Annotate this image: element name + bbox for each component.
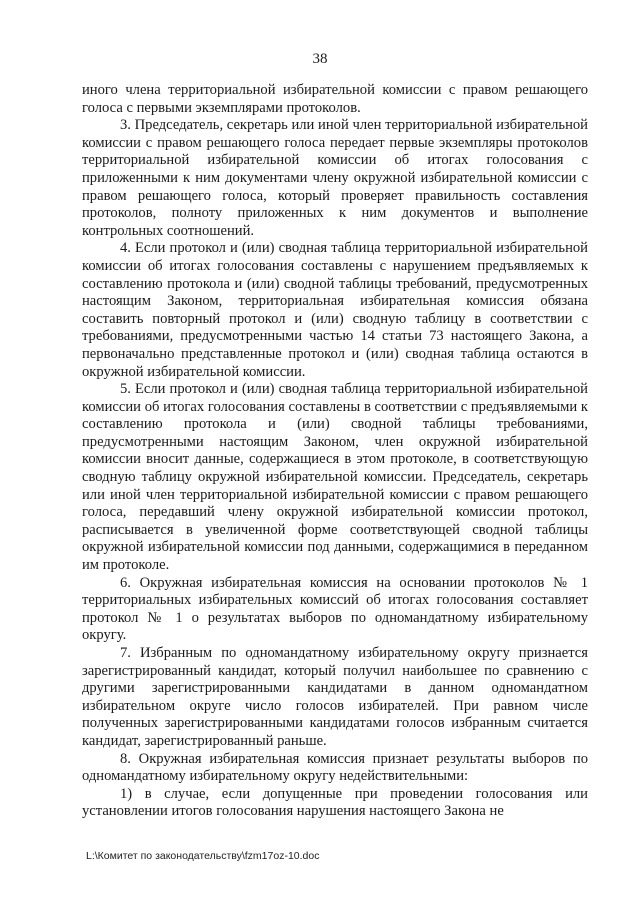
paragraph-3: 3. Председатель, секретарь или иной член территориальной избирательной комиссии с правом решающего голоса передает первые экземпляры протоколов территориальной избирательной комиссии об итогах голосования с приложенными к ним документами члену окружной избирательной комиссии с правом решающего голоса, который проверяет правильность составления протоколов, полноту приложенных к ним документов и выполнение контрольных соотношений. <box>82 117 588 239</box>
paragraph-4: 4. Если протокол и (или) сводная таблица территориальной избирательной комиссии об итогах голосования составлены с нарушением предъявляемых к составлению протокола и (или) сводной таблицы требований, предусмотренных настоящим Законом, территориальная избирательная комиссия обязана составить повторный протокол и (или) сводную таблицу в соответствии с требованиями, предусмотренными частью 14 статьи 73 настоящего Закона, а первоначально представленные протокол и (или) сводная таблица остаются в окружной избирательной комиссии. <box>82 240 588 380</box>
paragraph-8-item-1: 1) в случае, если допущенные при проведении голосования или установлении итогов голосования нарушения настоящего Закона не <box>82 785 588 820</box>
paragraph-continuation: иного члена территориальной избирательной комиссии с правом решающего голоса с первыми экземплярами протоколов. <box>82 82 588 116</box>
paragraph-6: 6. Окружная избирательная комиссия на основании протоколов № 1 территориальных избирательных комиссий об итогах голосования составляет протокол № 1 о результатах выборов по одномандатному избирательному округу. <box>82 574 588 644</box>
footer-file-path: L:\Комитет по законодательству\fzm17oz-10.doc <box>86 850 320 862</box>
paragraph-7: 7. Избранным по одномандатному избирательному округу признается зарегистрированный кандидат, который получил наибольшее по сравнению с другими зарегистрированными кандидатами в данном одномандатном избирательном округе число голосов избирателей. При равном числе полученных зарегистрированными кандидатами голосов избранным считается кандидат, зарегистрированный раньше. <box>82 645 588 749</box>
body-text <box>82 82 588 821</box>
page-number: 38 <box>312 51 328 67</box>
paragraph-8: 8. Окружная избирательная комиссия признает результаты выборов по одномандатному избирательному округу недействительными: <box>82 750 588 785</box>
paragraph-5: 5. Если протокол и (или) сводная таблица территориальной избирательной комиссии об итогах голосования составлены в соответствии с предъявляемыми к составлению протокола и (или) сводной таблицы требованиями, предусмотренными настоящим Законом, член окружной избирательной комиссии вносит данные, содержащиеся в этом протоколе, в соответствующую сводную таблицу окружной избирательной комиссии. Председатель, секретарь или иной член территориальной избирательной комиссии с правом решающего голоса, передавший члену окружной избирательной комиссии протокол, расписывается в увеличенной форме соответствующей сводной таблицы окружной избирательной комиссии под данными, содержащимися в переданном им протоколе. <box>82 381 588 574</box>
